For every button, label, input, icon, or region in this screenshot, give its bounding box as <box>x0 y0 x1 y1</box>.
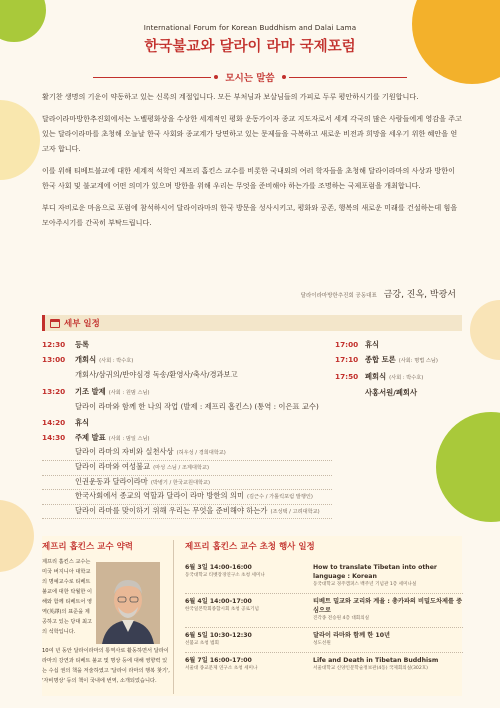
schedule-title: 휴식 <box>75 418 90 428</box>
event-venue: 동국대학교 경주캠퍼스 백주년 기념관 1층 세미나실 <box>313 582 417 587</box>
decor-circle-green-right <box>436 412 500 522</box>
schedule-detail: 달라이 라마와 함께 한 나의 작업 (발제 : 제프리 홉킨스) (통역 : 이은표 교수) <box>75 401 319 411</box>
schedule-note: (사회 : 원범 스님) <box>108 389 150 396</box>
calendar-icon <box>50 319 60 328</box>
schedule-time: 17:50 <box>335 372 359 382</box>
signature-names: 금강, 진옥, 박광서 <box>383 290 456 300</box>
letter-signature <box>301 287 456 300</box>
schedule-title: 주제 발표 <box>75 433 106 443</box>
schedule-row <box>42 338 332 351</box>
letter-paragraph: 활기찬 생명의 기운이 약동하고 있는 신록의 계절입니다. 모든 부처님과 보살님들의 가피로 두루 평안하시기를 기원합니다. <box>42 92 419 101</box>
topic-item: 달라이 라마의 자비와 실천사상 (허우성 / 경희대학교) <box>42 446 332 461</box>
greeting-letter <box>42 89 462 237</box>
event-venue: 서울대학교 신양인문학술정보관(4동) 국제회의실(302호) <box>313 666 428 671</box>
schedule-heading-bar <box>42 315 462 331</box>
heading-dot-icon <box>214 75 218 79</box>
schedule-time: 13:20 <box>42 386 66 396</box>
event-host: 한국일본학회종합시회 초청 공로기념 <box>185 607 259 612</box>
decor-circle-yellow-left <box>0 100 40 180</box>
schedule-row <box>42 416 332 429</box>
professor-heading: 제프리 홉킨스 교수 약력 <box>42 542 133 552</box>
topic-item: 인권운동과 달라이라마 (박병기 / 한국교원대학교) <box>42 476 332 491</box>
event-title: Life and Death in Tibetan Buddhism <box>313 657 439 664</box>
forum-title: 한국불교와 달라이 라마 국제포럼 <box>144 39 356 55</box>
schedule-time: 12:30 <box>42 340 66 349</box>
event-date: 6월 5일 10:30-12:30 <box>185 632 252 639</box>
schedule-title: 개회식 <box>75 355 97 365</box>
schedule-row <box>335 353 465 368</box>
event-host: 서울대 종교문제 연구소 초청 세미나 <box>185 666 258 671</box>
schedule-detail: 사홍서원/폐회사 <box>365 387 418 397</box>
event-item <box>185 594 463 628</box>
schedule-heading: 세부 일정 <box>64 319 100 329</box>
portrait-image <box>96 562 160 644</box>
event-title: How to translate Tibetan into other language : Korean <box>313 564 437 580</box>
decor-circle-yellow-bottom <box>0 500 34 572</box>
event-date: 6월 3일 14:00-16:00 <box>185 564 252 571</box>
greeting-heading-label: 모시는 말씀 <box>225 73 275 84</box>
letter-paragraph: 이를 위해 티베트불교에 대한 세계적 석학인 제프리 홉킨스 교수를 비롯한 국내외의 여러 학자들을 초청해 달라이라마의 사상과 방한이 한국 사회 및 불교계에 어떤 의미가 있으며 방한을 위해 우리는 무엇을 준비해야 하는가를 조명하는 국제포럼을 개최합니다. <box>42 165 455 191</box>
event-date: 6월 4일 14:00-17:00 <box>185 598 252 605</box>
schedule-detail: 개회사/삼귀의/반야심경 독송/환영사/축사/경과보고 <box>75 370 238 380</box>
schedule-time: 14:30 <box>42 433 66 443</box>
page-header <box>0 23 500 56</box>
event-date: 6월 7일 16:00-17:00 <box>185 657 252 664</box>
column-divider <box>173 540 174 694</box>
event-item <box>185 628 463 653</box>
event-host: 선불교 초청 법회 <box>185 641 219 646</box>
schedule-row <box>42 353 332 381</box>
schedule-title: 폐회식 <box>365 372 387 382</box>
events-heading: 제프리 홉킨스 교수 초청 행사 일정 <box>185 542 315 552</box>
schedule-note: (사회 : 박수호) <box>389 375 424 382</box>
schedule-title: 등록 <box>75 340 90 349</box>
letter-paragraph: 달라이라마방한추진회에서는 노벨평화상을 수상한 세계적인 평화 운동가이자 종교 지도자로서 세계 각국의 많은 사람들에게 영감을 주고 있는 달라이라마를 초청해 오늘날 한국 사회와 종교계가 당면하고 있는 문제들을 극복하고 새로운 비전과 희망을 세우기 위한 혜안을 얻고자 합니다. <box>42 113 462 154</box>
letter-paragraph: 부디 자비로운 마음으로 포럼에 참석하시어 달라이라마의 한국 방문을 성사시키고, 평화와 공존, 행복의 새로운 미래를 건설하는데 힘을 모아주시기를 간곡히 부탁드립니다. <box>42 202 458 227</box>
event-venue: 성도선원 <box>313 641 331 646</box>
schedule-title: 휴식 <box>365 340 380 349</box>
event-title: 티베트 밀교와 교리와 계율 : 총카파의 비밀도차제를 중심으로 <box>313 598 463 614</box>
event-item <box>185 653 463 677</box>
topic-item: 한국사회에서 종교의 역할과 달라이 라마 방한의 의미 (김근수 / 가톨릭포럼 발행인) <box>42 490 332 505</box>
schedule-time: 17:00 <box>335 340 359 349</box>
event-venue: 진각종 전승원 4층 대회의실 <box>313 616 370 621</box>
schedule-row <box>335 370 465 398</box>
schedule-note: (사회 : 박수호) <box>99 358 134 365</box>
heading-dot-icon <box>282 75 286 79</box>
schedule-time: 14:20 <box>42 418 66 428</box>
schedule-left-column <box>42 338 332 519</box>
event-host: 동국대학교 티벳장경연구소 초청 세미나 <box>185 573 265 578</box>
heading-rule-left <box>93 77 211 78</box>
professor-bio-more: 10여 년 동안 달라이라마의 통역사로 활동하면서 달라이라마의 강연과 티베트 불교 및 명상 등에 대해 영향력 있는 수십 권의 책을 저술하였고 '달라이 라마의 행복 찾기', '자비명상' 등의 책이 국내에 번역, 소개되었습니다. <box>42 648 170 684</box>
greeting-heading <box>0 70 500 84</box>
schedule-row <box>42 385 332 413</box>
schedule-right-column <box>335 338 465 399</box>
schedule-title: 종합 토론 <box>365 355 396 365</box>
events-list <box>185 560 463 677</box>
decor-circle-yellow-right <box>470 300 500 360</box>
forum-subtitle: International Forum for Korean Buddhism and Dalai Lama <box>143 23 357 32</box>
schedule-title: 기조 발제 <box>75 386 106 396</box>
schedule-row <box>42 431 332 446</box>
schedule-note: (사회: 명법 스님) <box>398 358 438 365</box>
schedule-note: (사회 : 범일 스님) <box>108 436 150 443</box>
schedule-time: 17:10 <box>335 355 359 365</box>
schedule-row <box>335 338 465 351</box>
event-title: 달라이 라마와 함께 한 10년 <box>313 632 390 639</box>
topic-item: 달라이 라마를 맞이하기 위해 우리는 무엇을 준비해야 하는가 (조성택 / 고려대학교) <box>42 505 332 520</box>
topic-item: 달라이 라마와 여성불교 (마성 스님 / 조계대학교) <box>42 461 332 476</box>
signature-org: 달라이라마방한추진회 공동대표 <box>300 293 377 299</box>
heading-rule-right <box>289 77 407 78</box>
professor-portrait <box>96 562 160 644</box>
event-item <box>185 560 463 594</box>
professor-bio: 제프리 홉킨스 교수는 미국 버지니아 대학교의 명예교수로 티베트 불교에 대한 탁월한 이해와 함께 티베트어 영역(英譯)의 표준을 제공하고 있는 당대 최고의 석학입니다. <box>42 559 93 635</box>
schedule-time: 13:00 <box>42 355 66 365</box>
